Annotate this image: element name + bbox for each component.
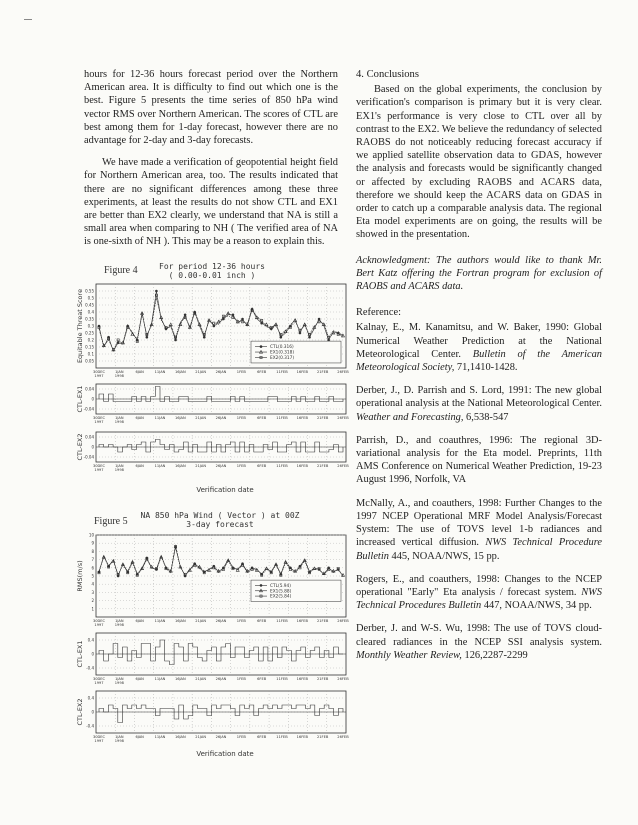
- x-axis-label: Verification date: [196, 486, 254, 494]
- x-tick-label: 26FEB: [337, 677, 349, 681]
- x-tick-label: 1997: [94, 468, 104, 472]
- y-tick-label: -0.04: [83, 406, 94, 412]
- y-tick-label: 0: [91, 396, 94, 402]
- data-point: [260, 345, 263, 348]
- reference-text: McNally, A., and coauthers, 1998: Further Changes to the 1997 NCEP Operational MRF Model Analysis/Forecast System: The use of TOVS level 1-b radiances and increased vertical diffusion.: [356, 497, 602, 549]
- data-point: [232, 314, 235, 317]
- reference-detail: 6,538-547: [463, 411, 509, 423]
- figure-5-plot: [62, 509, 352, 759]
- x-tick-label: 6FEB: [257, 370, 267, 374]
- x-tick-label: 30DEC: [92, 677, 106, 681]
- data-point: [265, 323, 268, 326]
- x-tick-label: 16FEB: [296, 735, 309, 739]
- x-tick-label: 30DEC: [92, 464, 106, 468]
- y-tick-label: -0.04: [83, 454, 94, 460]
- x-tick-label: 16JAN: [174, 416, 186, 420]
- difference-bars: [99, 440, 343, 453]
- x-tick-label: 1FEB: [236, 464, 246, 468]
- data-point: [303, 323, 306, 326]
- x-tick-label: 16FEB: [296, 370, 309, 374]
- title-line: For period 12-36 hours: [159, 262, 265, 271]
- x-tick-label: 11JAN: [154, 370, 166, 374]
- data-point: [308, 336, 311, 339]
- section-heading: 4. Conclusions: [356, 69, 419, 80]
- data-point: [318, 318, 321, 321]
- y-tick-label: 0.55: [85, 288, 94, 294]
- y-tick-label: 4: [91, 581, 94, 587]
- reference-source: Weather and Forecasting,: [356, 411, 464, 423]
- reference-item: [356, 622, 602, 662]
- y-tick-label: 10: [88, 532, 94, 538]
- x-tick-label: 6JAN: [135, 416, 144, 420]
- y-tick-label: 0.1: [87, 351, 94, 357]
- x-tick-label: 6FEB: [257, 619, 267, 623]
- x-tick-label: 6JAN: [135, 370, 144, 374]
- x-tick-label: 1998: [114, 623, 124, 627]
- paragraph: hours for 12-36 hours forecast period over the Northern American area. It is difficulty to find out which one is the best. Figure 5 presents the time series of 850 hPa wind vector RMS over Northern American. The scores of CTL are best among them for 1-day forecast, however there are no advantage for 2-day and 3-day forecasts.: [84, 69, 338, 147]
- x-tick-label: 21JAN: [195, 735, 207, 739]
- y-tick-label: -0.4: [86, 723, 94, 729]
- y-tick-label: -0.4: [86, 665, 94, 671]
- reference-list: [356, 321, 602, 661]
- x-tick-label: 26JAN: [215, 416, 227, 420]
- x-tick-label: 1JAN: [115, 416, 124, 420]
- x-tick-label: 16JAN: [174, 370, 186, 374]
- x-tick-label: 21JAN: [195, 677, 207, 681]
- x-tick-label: 16JAN: [174, 619, 186, 623]
- x-tick-label: 1998: [114, 681, 124, 685]
- y-axis-label: RMS(m/s): [76, 560, 84, 592]
- x-tick-label: 26FEB: [337, 370, 349, 374]
- x-tick-label: 6FEB: [257, 735, 267, 739]
- x-tick-label: 11FEB: [276, 464, 288, 468]
- title-line: NA 850 hPa Wind ( Vector ) at 00Z: [140, 511, 300, 520]
- y-tick-label: 2: [91, 598, 94, 604]
- x-tick-label: 6FEB: [257, 464, 267, 468]
- x-tick-label: 16FEB: [296, 464, 309, 468]
- x-tick-label: 11JAN: [154, 677, 166, 681]
- reference-detail: 445, NOAA/NWS, 15 pp.: [388, 550, 500, 562]
- reference-item: [356, 497, 602, 563]
- left-column: [84, 68, 338, 249]
- x-tick-label: 30DEC: [92, 735, 106, 739]
- data-point: [280, 336, 283, 339]
- x-tick-label: 1998: [114, 374, 124, 378]
- y-tick-label: 0.05: [85, 358, 94, 364]
- legend-entry: EX2(5.84): [270, 594, 292, 600]
- x-tick-label: 1997: [94, 739, 104, 743]
- reference-source: NWS Technical Procedures Bulletin: [356, 586, 602, 612]
- data-point: [260, 584, 263, 587]
- difference-bars: [99, 705, 343, 723]
- y-tick-label: 0.04: [85, 434, 94, 440]
- x-tick-label: 16FEB: [296, 416, 309, 420]
- figure-4: [62, 260, 352, 500]
- reference-detail: 126,2287-2299: [461, 649, 528, 661]
- y-tick-label: 0.3: [87, 323, 94, 329]
- x-tick-label: 1FEB: [236, 370, 246, 374]
- x-tick-label: 16JAN: [174, 735, 186, 739]
- x-tick-label: 1JAN: [115, 370, 124, 374]
- x-tick-label: 6JAN: [135, 464, 144, 468]
- x-tick-label: 11JAN: [154, 619, 166, 623]
- x-tick-label: 1997: [94, 681, 104, 685]
- x-tick-label: 1998: [114, 420, 124, 424]
- x-tick-label: 30DEC: [92, 619, 106, 623]
- y-tick-label: 0.4: [87, 309, 94, 315]
- x-tick-label: 1JAN: [115, 677, 124, 681]
- reference-text: Derber, J., D. Parrish and S. Lord, 1991: The new global operational analysis at the National Meteorological Center.: [356, 385, 602, 410]
- x-tick-label: 1998: [114, 468, 124, 472]
- data-point: [241, 318, 244, 321]
- x-tick-label: 11JAN: [154, 416, 166, 420]
- figure-label: Figure 4: [104, 265, 138, 276]
- x-tick-label: 26FEB: [337, 464, 349, 468]
- y-tick-label: 5: [91, 573, 94, 579]
- x-tick-label: 11JAN: [154, 464, 166, 468]
- x-tick-label: 6JAN: [135, 677, 144, 681]
- y-tick-label: 0: [91, 651, 94, 657]
- x-tick-label: 21JAN: [195, 619, 207, 623]
- x-tick-label: 6FEB: [257, 677, 267, 681]
- x-tick-label: 26JAN: [215, 370, 227, 374]
- y-axis-label: CTL-EX1: [76, 385, 84, 413]
- reference-detail: 71,1410-1428.: [454, 362, 518, 374]
- title-line: 3-day forecast: [186, 520, 254, 529]
- paragraph: Based on the global experiments, the conclusion by verification's comparison is primary but it is very clear. EX1's performance is very close to CTL over all by contrast to the EX2. We believe the redundancy of selected RAOBS do not noticeably reducing forecast accuracy if we applied satellite observation data to GDAS, however the analysis and forecasts would be significantly changed or affected by excluding RAOBS and ACARS data, therefore we should keep the ACARS data on GDAS in order to catch up a comparable analysis data. The regional Eta model experiments are on going, the results will be showed in the presentation.: [356, 84, 602, 241]
- x-tick-label: 26FEB: [337, 619, 349, 623]
- reference-item: [356, 573, 602, 613]
- y-axis-label: CTL-EX1: [76, 640, 84, 668]
- x-tick-label: 1997: [94, 374, 104, 378]
- x-tick-label: 21FEB: [316, 677, 329, 681]
- x-tick-label: 1997: [94, 420, 104, 424]
- y-tick-label: 0.04: [85, 386, 94, 392]
- reference-detail: 447, NOAA/NWS, 34 pp.: [481, 600, 592, 612]
- scan-mark: [24, 19, 32, 20]
- x-tick-label: 6JAN: [135, 735, 144, 739]
- y-tick-label: 0.45: [85, 302, 94, 308]
- x-tick-label: 21JAN: [195, 464, 207, 468]
- data-point: [155, 290, 158, 293]
- reference-source: NWS Technical Procedure Bulletin: [356, 537, 602, 562]
- difference-bars: [99, 640, 343, 665]
- x-tick-label: 1FEB: [236, 619, 246, 623]
- x-tick-label: 1997: [94, 623, 104, 627]
- reference-item: [356, 321, 602, 374]
- x-tick-label: 26FEB: [337, 416, 349, 420]
- data-point: [184, 314, 187, 317]
- reference-heading: Reference:: [356, 307, 401, 319]
- reference-text: Derber, J. and W-S. Wu, 1998: The use of TOVS cloud-cleared radiances in the NCEP SSI analysis system.: [356, 623, 602, 648]
- y-tick-label: 0.5: [87, 295, 94, 301]
- data-point: [294, 319, 297, 322]
- x-tick-label: 26JAN: [215, 464, 227, 468]
- paragraph: We have made a verification of geopotential height field for Northern American area, too. The results indicated that there are no significant differences among these three experiments, at least the results do not show CTL and EX1 are better than EX2 clearly, we understand that NA is still a small area when comparing to NH ( The verified area of NA is one-sixth of NH ). This may be a reason to explain this.: [84, 157, 338, 248]
- x-tick-label: 21FEB: [316, 416, 329, 420]
- y-axis-label: CTL-EX2: [76, 433, 84, 461]
- legend-entry: EX1(5.88): [270, 589, 292, 595]
- x-tick-label: 16FEB: [296, 619, 309, 623]
- x-tick-label: 1JAN: [115, 464, 124, 468]
- legend-entry: CTL(0.316): [270, 345, 294, 351]
- y-tick-label: 8: [91, 548, 94, 554]
- x-axis-label: Verification date: [196, 750, 254, 758]
- data-point: [203, 336, 206, 339]
- y-tick-label: 0.2: [87, 337, 94, 343]
- x-tick-label: 21FEB: [316, 464, 329, 468]
- x-tick-label: 21FEB: [316, 370, 329, 374]
- x-tick-label: 1JAN: [115, 619, 124, 623]
- x-tick-label: 16JAN: [174, 677, 186, 681]
- x-tick-label: 16JAN: [174, 464, 186, 468]
- y-tick-label: 0: [91, 444, 94, 450]
- y-tick-label: 0.35: [85, 316, 94, 322]
- acknowledgment: Acknowledgment: The authors would like to thank Mr. Bert Katz offering the Fortran program for exclusion of RAOBS and ACARS data.: [356, 254, 602, 293]
- y-axis-label: CTL-EX2: [76, 698, 84, 726]
- x-tick-label: 11FEB: [276, 370, 288, 374]
- y-tick-label: 0.4: [87, 637, 94, 643]
- x-tick-label: 26JAN: [215, 735, 227, 739]
- x-tick-label: 11FEB: [276, 677, 288, 681]
- x-tick-label: 30DEC: [92, 416, 106, 420]
- title-line: ( 0.00-0.01 inch ): [168, 271, 256, 280]
- reference-item: [356, 384, 602, 424]
- y-tick-label: 3: [91, 589, 94, 595]
- x-tick-label: 6FEB: [257, 416, 267, 420]
- legend-entry: EX2(0.317): [270, 356, 295, 362]
- reference-text: Rogers, E., and coauthers, 1998: Changes to the NCEP operational "Early" Eta analysis / forecast system.: [356, 573, 602, 598]
- data-point: [169, 323, 172, 326]
- x-tick-label: 11JAN: [154, 735, 166, 739]
- figure-5: [62, 509, 352, 759]
- legend-entry: CTL(5.94): [270, 584, 291, 590]
- data-point: [299, 332, 302, 335]
- x-tick-label: 1JAN: [115, 735, 124, 739]
- reference-text: Parrish, D., and coauthres, 1996: The regional 3D-variational analysis for the Eta model. Preprints, 11th AMS Conference on Numerical Weather Prediction, 19-23 August 1996, Norfolk, VA: [356, 434, 602, 486]
- data-point: [213, 325, 216, 328]
- y-axis-label: Equitable Threat Score: [76, 288, 84, 364]
- y-tick-label: 0.25: [85, 330, 94, 336]
- data-point: [275, 323, 278, 326]
- x-tick-label: 1FEB: [236, 677, 246, 681]
- x-tick-label: 30DEC: [92, 370, 106, 374]
- right-column: [356, 68, 602, 662]
- y-tick-label: 7: [91, 557, 94, 563]
- reference-text: Kalnay, E., M. Kanamitsu, and W. Baker, 1990: Global Numerical Weather Prediction at the National Meteorological Center.: [356, 322, 602, 360]
- y-tick-label: 1: [91, 606, 94, 612]
- y-tick-label: 0: [91, 709, 94, 715]
- x-tick-label: 1998: [114, 739, 124, 743]
- x-tick-label: 11FEB: [276, 619, 288, 623]
- plot-frame: [96, 535, 346, 617]
- reference-item: [356, 434, 602, 487]
- x-tick-label: 26FEB: [337, 735, 349, 739]
- x-tick-label: 26JAN: [215, 677, 227, 681]
- y-tick-label: 9: [91, 540, 94, 546]
- data-point: [174, 339, 177, 342]
- x-tick-label: 21JAN: [195, 416, 207, 420]
- x-tick-label: 11FEB: [276, 416, 288, 420]
- reference-source: Bulletin of the American Meteorological Society,: [356, 348, 602, 374]
- x-tick-label: 1FEB: [236, 416, 246, 420]
- x-tick-label: 26JAN: [215, 619, 227, 623]
- y-tick-label: 6: [91, 565, 94, 571]
- y-tick-label: 0.15: [85, 344, 94, 350]
- x-tick-label: 21JAN: [195, 370, 207, 374]
- x-tick-label: 21FEB: [316, 735, 329, 739]
- legend-entry: EX1(0.318): [270, 350, 295, 356]
- x-tick-label: 21FEB: [316, 619, 329, 623]
- figure-label: Figure 5: [94, 516, 128, 527]
- x-tick-label: 11FEB: [276, 735, 288, 739]
- reference-source: Monthly Weather Review,: [356, 649, 462, 661]
- x-tick-label: 16FEB: [296, 677, 309, 681]
- x-tick-label: 1FEB: [236, 735, 246, 739]
- y-tick-label: 0.4: [87, 695, 94, 701]
- figure-4-plot: [62, 260, 352, 500]
- x-tick-label: 6JAN: [135, 619, 144, 623]
